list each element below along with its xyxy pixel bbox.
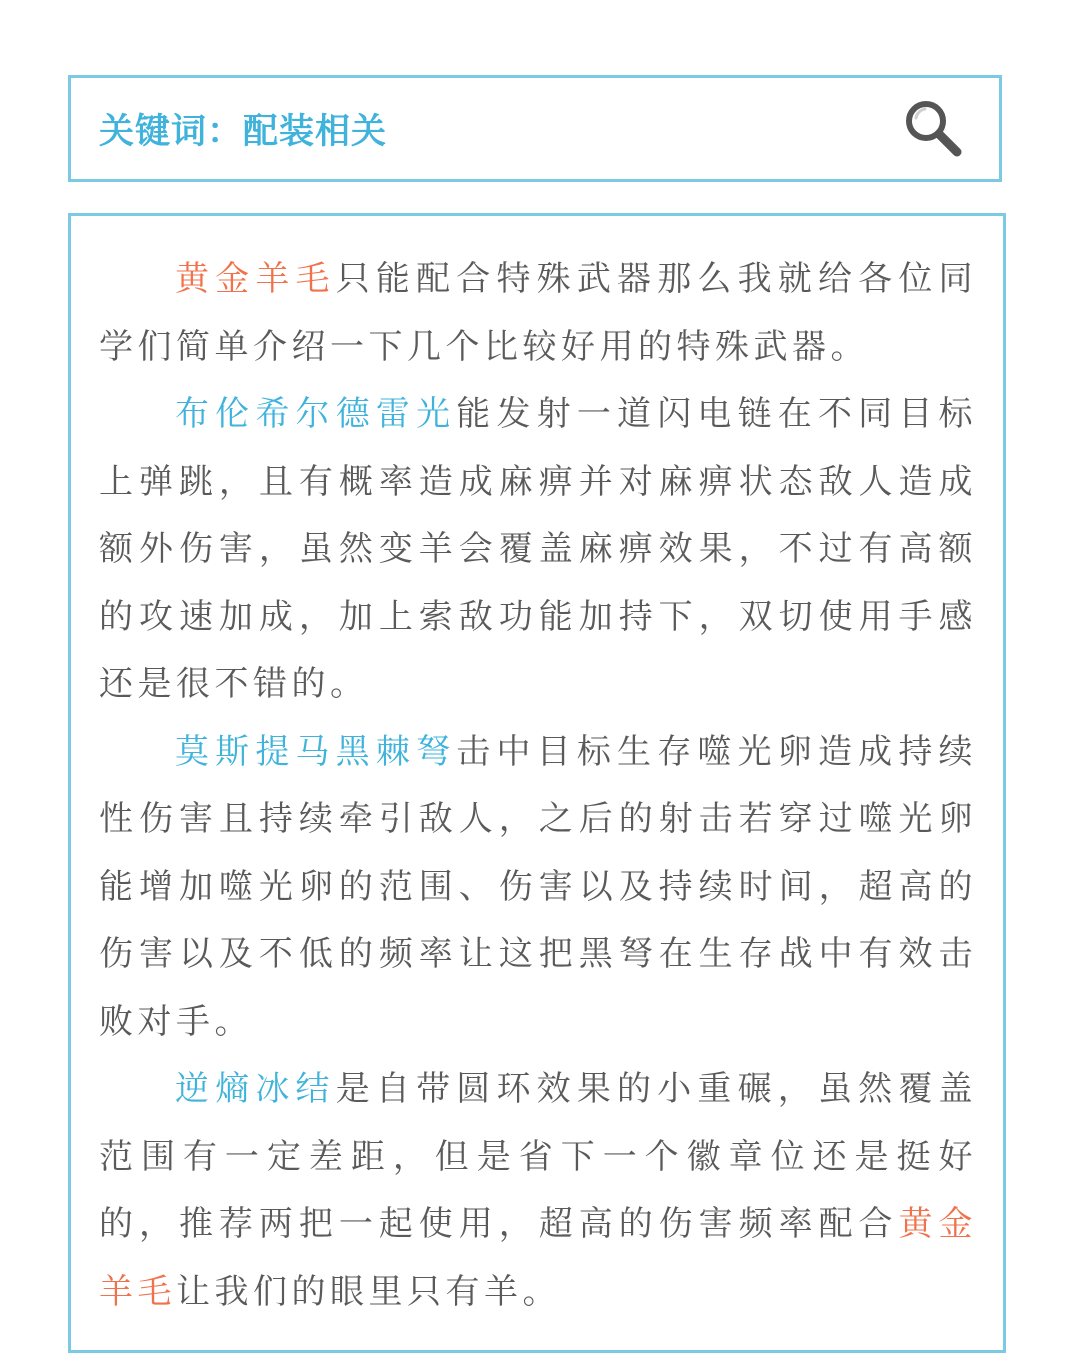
keyword-label: 关键词：配装相关 — [99, 111, 388, 152]
weapon-name-golden-fleece: 黄金羊毛 — [175, 259, 336, 299]
article-content — [99, 246, 977, 1326]
paragraph-mostima-crossbow — [99, 719, 977, 1057]
paragraph-golden-fleece — [99, 246, 977, 381]
weapon-name-golden-fleece: 黄金羊毛 — [99, 1204, 978, 1312]
keyword-bar — [68, 75, 1002, 182]
weapon-name-entropy-freeze: 逆熵冰结 — [175, 1069, 336, 1109]
paragraph-text: 是自带圆环效果的小重碾，虽然覆盖范围有一定差距，但是省下一个徽章位还是挺好的，推荐两把一起使用，超高的伤害频率配合 — [99, 1069, 978, 1244]
weapon-name-brunhild-lightning: 布伦希尔德雷光 — [175, 394, 457, 434]
paragraph-text: 让我们的眼里只有羊。 — [176, 1271, 561, 1312]
paragraph-brunhild-lightning — [99, 381, 977, 719]
paragraph-text: 能发射一道闪电链在不同目标上弹跳，且有概率造成麻痹并对麻痹状态敌人造成额外伤害，虽然变羊会覆盖麻痹效果，不过有高额的攻速加成，加上索敌功能加持下，双切使用手感还是很不错的。 — [99, 394, 978, 704]
paragraph-text: 只能配合特殊武器那么我就给各位同学们简单介绍一下几个比较好用的特殊武器。 — [99, 259, 978, 367]
article-box — [68, 213, 1006, 1353]
search-icon[interactable] — [901, 96, 967, 162]
paragraph-text: 击中目标生存噬光卵造成持续性伤害且持续牵引敌人，之后的射击若穿过噬光卵能增加噬光卵的范围、伤害以及持续时间，超高的伤害以及不低的频率让这把黑弩在生存战中有效击败对手。 — [99, 731, 978, 1042]
weapon-name-mostima-crossbow: 莫斯提马黑棘弩 — [175, 731, 457, 772]
paragraph-entropy-freeze — [99, 1056, 977, 1326]
